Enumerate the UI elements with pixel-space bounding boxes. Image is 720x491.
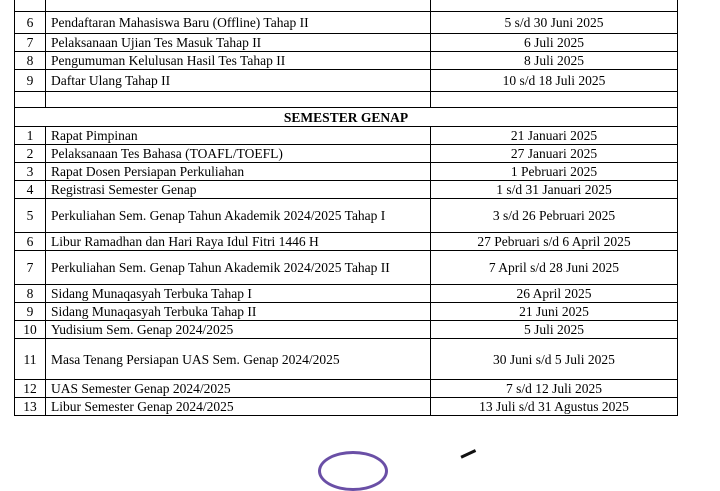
table-row (15, 251, 678, 285)
empty-row (15, 92, 678, 108)
table-row (15, 285, 678, 303)
row-date: 7 April s/d 28 Juni 2025 (431, 251, 678, 285)
row-date: 8 Juli 2025 (431, 52, 678, 70)
table-row (15, 34, 678, 52)
row-date: 10 s/d 18 Juli 2025 (431, 70, 678, 92)
row-number: 8 (15, 52, 46, 70)
table-row (15, 380, 678, 398)
row-activity: Pelaksanaan Tes Bahasa (TOAFL/TOEFL) (46, 145, 431, 163)
row-activity: Libur Ramadhan dan Hari Raya Idul Fitri 1446 H (46, 233, 431, 251)
row-number: 4 (15, 181, 46, 199)
row-number: 10 (15, 321, 46, 339)
table-row (15, 321, 678, 339)
row-number: 13 (15, 398, 46, 416)
row-date: 21 Juni 2025 (431, 303, 678, 321)
section-header-row (15, 108, 678, 127)
row-activity (46, 0, 431, 12)
row-activity: Libur Semester Genap 2024/2025 (46, 398, 431, 416)
official-seal (318, 451, 388, 491)
row-date: 26 April 2025 (431, 285, 678, 303)
row-number: 5 (15, 199, 46, 233)
table-row (15, 12, 678, 34)
signature-stroke (460, 449, 479, 466)
row-date (431, 0, 678, 12)
row-date: 1 s/d 31 Januari 2025 (431, 181, 678, 199)
table-row (15, 398, 678, 416)
row-number: 6 (15, 12, 46, 34)
row-number: 2 (15, 145, 46, 163)
row-number: 1 (15, 127, 46, 145)
row-date: 7 s/d 12 Juli 2025 (431, 380, 678, 398)
section-title: SEMESTER GENAP (15, 108, 678, 127)
row-date: 27 Pebruari s/d 6 April 2025 (431, 233, 678, 251)
table-row (15, 199, 678, 233)
row-activity: Perkuliahan Sem. Genap Tahun Akademik 2024/2025 Tahap II (46, 251, 431, 285)
row-date: 13 Juli s/d 31 Agustus 2025 (431, 398, 678, 416)
row-number: 9 (15, 70, 46, 92)
academic-calendar-table (14, 0, 678, 416)
row-number: 9 (15, 303, 46, 321)
row-number: 7 (15, 34, 46, 52)
row-activity: Sidang Munaqasyah Terbuka Tahap II (46, 303, 431, 321)
row-activity: Pengumuman Kelulusan Hasil Tes Tahap II (46, 52, 431, 70)
row-number: 8 (15, 285, 46, 303)
row-number: 6 (15, 233, 46, 251)
table-row (15, 181, 678, 199)
row-activity: Masa Tenang Persiapan UAS Sem. Genap 2024/2025 (46, 339, 431, 380)
row-date: 5 Juli 2025 (431, 321, 678, 339)
table-row (15, 52, 678, 70)
row-date: 30 Juni s/d 5 Juli 2025 (431, 339, 678, 380)
row-date: 1 Pebruari 2025 (431, 163, 678, 181)
table-row (15, 70, 678, 92)
row-activity: Rapat Pimpinan (46, 127, 431, 145)
row-number (15, 0, 46, 12)
table-row (15, 127, 678, 145)
row-activity: Rapat Dosen Persiapan Perkuliahan (46, 163, 431, 181)
row-number: 11 (15, 339, 46, 380)
row-date: 27 Januari 2025 (431, 145, 678, 163)
row-activity: Daftar Ulang Tahap II (46, 70, 431, 92)
row-number: 7 (15, 251, 46, 285)
row-activity: Sidang Munaqasyah Terbuka Tahap I (46, 285, 431, 303)
row-activity: Registrasi Semester Genap (46, 181, 431, 199)
row-activity: Yudisium Sem. Genap 2024/2025 (46, 321, 431, 339)
row-activity: Pendaftaran Mahasiswa Baru (Offline) Tahap II (46, 12, 431, 34)
row-date: 5 s/d 30 Juni 2025 (431, 12, 678, 34)
row-number: 12 (15, 380, 46, 398)
table-row (15, 0, 678, 12)
table-row (15, 339, 678, 380)
table-row (15, 233, 678, 251)
row-activity: Pelaksanaan Ujian Tes Masuk Tahap II (46, 34, 431, 52)
row-date: 6 Juli 2025 (431, 34, 678, 52)
row-date: 3 s/d 26 Pebruari 2025 (431, 199, 678, 233)
table-row (15, 163, 678, 181)
row-date: 21 Januari 2025 (431, 127, 678, 145)
row-activity: UAS Semester Genap 2024/2025 (46, 380, 431, 398)
row-activity: Perkuliahan Sem. Genap Tahun Akademik 2024/2025 Tahap I (46, 199, 431, 233)
row-number: 3 (15, 163, 46, 181)
table-row (15, 303, 678, 321)
table-row (15, 145, 678, 163)
